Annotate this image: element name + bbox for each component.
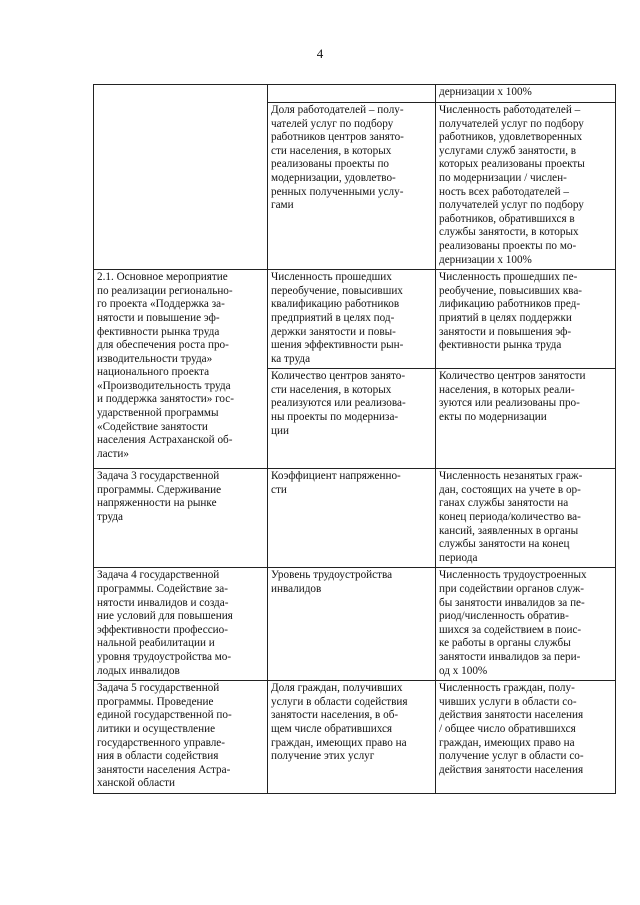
cell-text: Численность прошедших пе- реобучение, повысивших ква- лификацию работников пред- приятий в целях поддержки занятости и повышения эф- фективности рынка труда — [439, 271, 583, 352]
cell-text: дернизации x 100% — [439, 86, 532, 98]
table-cell — [436, 103, 616, 270]
table-row — [94, 681, 616, 794]
cell-text: Численность работодателей – получателей услуг по подбору работников, удовлетворенных услугами служб занятости, в которых реализованы проекты по модернизации / числен- ность всех работодателей – получателей услуг по подбору работников, обратившихся в службы занятости, в которых реализованы проекты по мо- дернизации x 100% — [439, 104, 585, 266]
table-cell — [436, 369, 616, 469]
table-row — [94, 85, 616, 103]
table-cell — [268, 469, 436, 568]
table-cell — [268, 103, 436, 270]
cell-text: Коэффициент напряженно- сти — [271, 470, 401, 496]
table-cell — [94, 681, 268, 794]
table-cell — [436, 681, 616, 794]
cell-text: Численность трудоустроенных при содействии органов служ- бы занятости инвалидов за пе- риод/численность обратив- шихся за содействием в поис- ке работы в органы службы занятости инвалидов за пери- од x 100% — [439, 569, 587, 677]
table-cell — [436, 568, 616, 681]
table-cell — [94, 85, 268, 270]
cell-text: Доля работодателей – полу- чателей услуг по подбору работников центров занято- сти населения, в которых реализованы проекты по модернизации, удовлетво- ренных полученными услу- гами — [271, 104, 404, 212]
table-cell — [436, 469, 616, 568]
cell-text: Количество центров занятости населения, в которых реали- зуются или реализованы про- екты по модернизации — [439, 370, 586, 424]
table-cell — [94, 568, 268, 681]
table-cell — [268, 681, 436, 794]
cell-text: Численность прошедших переобучение, повысивших квалификацию работников предприятий в целях под- держки занятости и повы- шения эффективности рын- ка труда — [271, 271, 404, 365]
table-cell — [436, 85, 616, 103]
table-cell — [268, 85, 436, 103]
table-row — [94, 568, 616, 681]
table-cell — [268, 369, 436, 469]
cell-text: Уровень трудоустройства инвалидов — [271, 569, 393, 596]
cell-text: Численность незанятых граж- дан, состоящих на учете в ор- ганах службы занятости на конец периода/количество ва- кансий, заявленных в органы службы занятости на конец периода — [439, 470, 583, 564]
cell-text: Количество центров занято- сти населения, в которых реализуются или реализова- ны проекты по модерниза- ции — [271, 370, 406, 437]
table-cell — [94, 270, 268, 469]
table-row — [94, 469, 616, 568]
table-cell — [436, 270, 616, 369]
cell-text: 2.1. Основное мероприятие по реализации регионально- го проекта «Поддержка за- нятости и повышение эф- фективности рынка труда для обеспечения роста про- изводительности труда» национального проекта «Производительность труда и поддержка занятости» гос- ударственной программы «Содействие занятости населения Астраханской об- ласти» — [97, 271, 234, 460]
table-cell — [268, 270, 436, 369]
cell-text: Доля граждан, получивших услуги в области содействия занятости населения, в об- щем числе обратившихся граждан, имеющих право на получение этих услуг — [271, 682, 408, 763]
cell-text: Задача 5 государственной программы. Проведение единой государственной по- литики и осуществление государственного управле- ния в области содействия занятости населения Астра- ханской области — [97, 682, 232, 790]
cell-text: Задача 4 государственной программы. Содействие за- нятости инвалидов и созда- ние условий для повышения эффективности профессио- нальной реабилитации и уровня трудоустройства мо- лодых инвалидов — [97, 569, 233, 677]
cell-text: Численность граждан, полу- чивших услуги в области со- действия занятости населения / общее число обратившихся граждан, имеющих право на получение услуг в области со- действия занятости населения — [439, 682, 584, 776]
page-number: 4 — [316, 46, 324, 61]
table-cell — [94, 469, 268, 568]
indicators-table — [93, 84, 616, 794]
cell-text: Задача 3 государственной программы. Сдерживание напряженности на рынке труда — [97, 470, 222, 524]
table-row — [94, 270, 616, 369]
table-cell — [268, 568, 436, 681]
